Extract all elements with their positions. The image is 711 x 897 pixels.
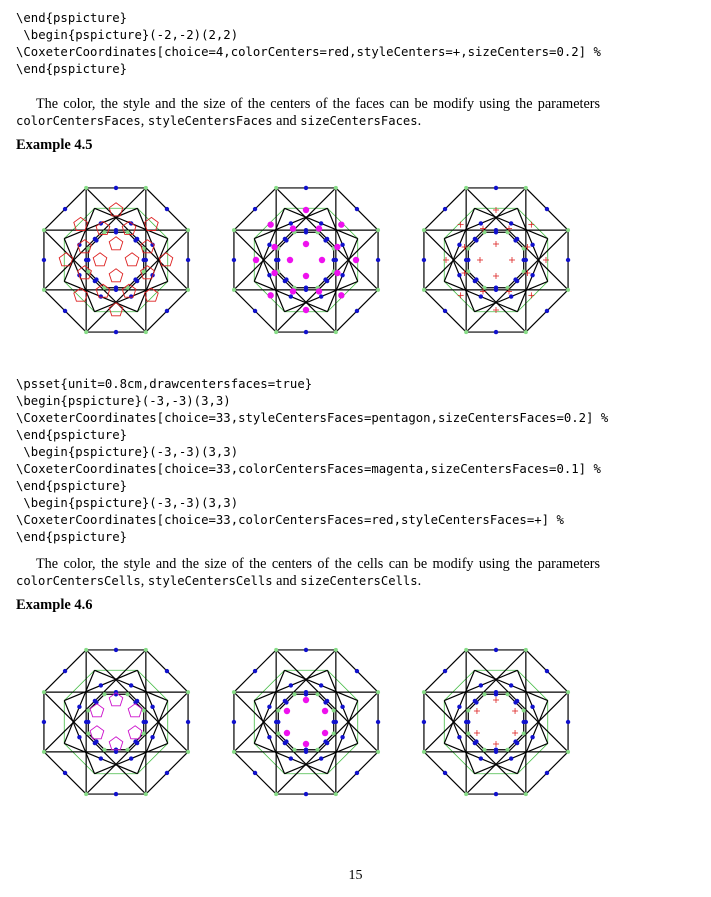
vertex <box>232 750 236 754</box>
edge-midpoint-dot <box>522 720 526 724</box>
edge-midpoint-dot <box>479 221 483 225</box>
code-block-middle: \psset{unit=0.8cm,drawcentersfaces=true} \begin{pspicture}(-3,-3)(3,3) \CoxeterCoordinates[choice=33,styleCentersFaces=pentagon,sizeCentersFaces=0.2] % \end{pspicture} \begin{pspicture}(-3,-3)(3,3) \CoxeterCoordinates[choice=33,colorCentersFaces=magenta,sizeCentersFaces=0.1] % \end{pspicture} \begin{pspicture}(-3,-3)(3,3) \CoxeterCoordinates[choice=33,colorCentersFaces=red,styleCentersFaces=+] % \end{pspicture} <box>16 377 609 544</box>
edge-midpoint-dot <box>114 648 118 652</box>
vertex <box>483 748 487 752</box>
edge-midpoint-dot <box>513 739 517 743</box>
edge-midpoint-dot <box>63 207 67 211</box>
edge-midpoint-dot <box>267 735 271 739</box>
edge-midpoint-dot <box>133 739 137 743</box>
face-center-plus <box>458 222 464 228</box>
face-center-plus <box>528 292 534 298</box>
face-center-dot <box>316 288 322 294</box>
edge-midpoint-dot <box>443 771 447 775</box>
figure-4-6-magenta-dots <box>226 642 386 802</box>
figure-4-6-pentagon <box>36 642 196 802</box>
edge-midpoint-dot <box>566 720 570 724</box>
edge-midpoint-dot <box>355 771 359 775</box>
edge-midpoint-dot <box>545 771 549 775</box>
face-center-dot <box>290 288 296 294</box>
face-center-dot <box>303 241 309 247</box>
face-center-plus <box>474 708 480 714</box>
face-center-plus <box>512 730 518 736</box>
edge-midpoint-dot <box>530 705 534 709</box>
param-color-centers-faces: colorCentersFaces <box>16 114 141 128</box>
edge-midpoint-dot <box>304 690 308 694</box>
vertex <box>466 731 470 735</box>
edge-midpoint-dot <box>114 330 118 334</box>
vertex <box>566 690 570 694</box>
vertex <box>464 186 468 190</box>
vertex <box>186 690 190 694</box>
inner-octagon <box>254 670 357 773</box>
face-center-pentagon <box>90 704 104 717</box>
edge-midpoint-dot <box>457 243 461 247</box>
edge-midpoint-dot <box>77 735 81 739</box>
edge-midpoint-dot <box>304 330 308 334</box>
vertex <box>274 648 278 652</box>
edge-midpoint-dot <box>443 309 447 313</box>
vertex <box>524 648 528 652</box>
edge-midpoint-dot <box>513 238 517 242</box>
vertex <box>276 731 280 735</box>
paragraph-faces: The color, the style and the size of the centers of the faces can be modify using the parameters colorCentersFaces, styleCentersFaces and sizeCentersFaces. <box>16 96 600 129</box>
edge-midpoint-dot <box>276 258 280 262</box>
edge-midpoint-dot <box>63 309 67 313</box>
face-center-dot <box>319 257 325 263</box>
edge-midpoint-dot <box>284 277 288 281</box>
edge-midpoint-dot <box>323 739 327 743</box>
face-center-pentagon <box>93 253 107 266</box>
face-center-dot <box>303 273 309 279</box>
edge-midpoint-dot <box>355 669 359 673</box>
edge-midpoint-dot <box>86 720 90 724</box>
face-center-pentagon <box>109 203 123 216</box>
edge-midpoint-dot <box>494 648 498 652</box>
vertex <box>86 709 90 713</box>
face-center-dot <box>338 221 344 227</box>
edge-midpoint-dot <box>94 739 98 743</box>
vertex <box>522 731 526 735</box>
edge-midpoint-dot <box>304 648 308 652</box>
face-center-pentagon <box>128 704 142 717</box>
vertex <box>376 288 380 292</box>
edge-midpoint-dot <box>114 792 118 796</box>
vertex <box>186 288 190 292</box>
edge-midpoint-dot <box>479 683 483 687</box>
vertex <box>186 750 190 754</box>
edge-midpoint-dot <box>63 669 67 673</box>
inner-octagon <box>444 208 547 311</box>
vertex <box>186 228 190 232</box>
vertex <box>142 709 146 713</box>
edge-midpoint-dot <box>129 294 133 298</box>
edge-midpoint-dot <box>443 669 447 673</box>
edge-midpoint-dot <box>99 683 103 687</box>
edge-midpoint-dot <box>545 669 549 673</box>
face-center-dot <box>353 257 359 263</box>
vertex <box>274 330 278 334</box>
edge-midpoint-dot <box>42 720 46 724</box>
edge-midpoint-dot <box>332 720 336 724</box>
edge-midpoint-dot <box>530 735 534 739</box>
edge-midpoint-dot <box>99 756 103 760</box>
vertex <box>522 709 526 713</box>
vertex <box>42 750 46 754</box>
vertex <box>566 750 570 754</box>
face-center-dot <box>284 708 290 714</box>
edge-midpoint-dot <box>289 756 293 760</box>
edge-midpoint-dot <box>494 792 498 796</box>
edge-midpoint-dot <box>284 238 288 242</box>
edge-midpoint-dot <box>466 720 470 724</box>
param-size-centers-cells: sizeCentersCells <box>300 574 418 588</box>
vertex <box>422 288 426 292</box>
edge-midpoint-dot <box>319 294 323 298</box>
vertex <box>84 330 88 334</box>
param-style-centers-faces: styleCentersFaces <box>147 114 273 128</box>
figure-4-5-magenta-dots <box>226 180 386 340</box>
edge-midpoint-dot <box>267 273 271 277</box>
edge-midpoint-dot <box>304 186 308 190</box>
face-center-plus <box>528 222 534 228</box>
vertex <box>274 186 278 190</box>
face-center-plus <box>474 730 480 736</box>
vertex <box>376 750 380 754</box>
edge-midpoint-dot <box>494 330 498 334</box>
vertex <box>332 709 336 713</box>
vertex <box>293 748 297 752</box>
edge-midpoint-dot <box>232 720 236 724</box>
edge-midpoint-dot <box>253 771 257 775</box>
vertex <box>466 709 470 713</box>
vertex <box>505 692 509 696</box>
edge-midpoint-dot <box>94 238 98 242</box>
edge-midpoint-dot <box>494 748 498 752</box>
edge-midpoint-dot <box>479 756 483 760</box>
edge-midpoint-dot <box>323 700 327 704</box>
edge-midpoint-dot <box>494 186 498 190</box>
edge-midpoint-dot <box>545 207 549 211</box>
edge-midpoint-dot <box>513 700 517 704</box>
vertex <box>103 692 107 696</box>
edge-midpoint-dot <box>276 720 280 724</box>
edge-midpoint-dot <box>142 258 146 262</box>
vertex <box>376 228 380 232</box>
face-center-dot <box>338 292 344 298</box>
face-center-dot <box>253 257 259 263</box>
edge-midpoint-dot <box>133 238 137 242</box>
face-center-pentagon <box>90 726 104 739</box>
edge-midpoint-dot <box>509 221 513 225</box>
vertex <box>464 330 468 334</box>
face-center-plus <box>458 292 464 298</box>
edge-midpoint-dot <box>509 294 513 298</box>
edge-midpoint-dot <box>355 207 359 211</box>
edge-midpoint-dot <box>129 683 133 687</box>
vertex <box>332 731 336 735</box>
vertex <box>42 288 46 292</box>
edge-midpoint-dot <box>509 756 513 760</box>
edge-midpoint-dot <box>142 720 146 724</box>
edge-midpoint-dot <box>319 221 323 225</box>
edge-midpoint-dot <box>114 186 118 190</box>
edge-midpoint-dot <box>289 683 293 687</box>
vertex <box>315 748 319 752</box>
face-center-dot <box>271 270 277 276</box>
edge-midpoint-dot <box>376 720 380 724</box>
edge-midpoint-dot <box>114 228 118 232</box>
vertex <box>334 648 338 652</box>
vertex <box>232 288 236 292</box>
face-center-plus <box>512 708 518 714</box>
edge-midpoint-dot <box>474 739 478 743</box>
edge-midpoint-dot <box>42 258 46 262</box>
edge-midpoint-dot <box>332 258 336 262</box>
edge-midpoint-dot <box>566 258 570 262</box>
edge-midpoint-dot <box>422 720 426 724</box>
edge-midpoint-dot <box>466 258 470 262</box>
vertex <box>144 648 148 652</box>
edge-midpoint-dot <box>133 277 137 281</box>
vertex <box>334 330 338 334</box>
vertex <box>276 709 280 713</box>
vertex <box>144 330 148 334</box>
vertex <box>42 690 46 694</box>
face-center-dot <box>267 292 273 298</box>
edge-midpoint-dot <box>114 286 118 290</box>
paragraph-faces-line1: The color, the style and the size of the centers of the faces can be modify using the parameters <box>36 96 600 112</box>
paragraph-cells: The color, the style and the size of the centers of the cells can be modify using the parameters colorCentersCells, styleCentersCells and sizeCentersCells. <box>16 556 600 589</box>
face-center-dot <box>303 207 309 213</box>
edge-midpoint-dot <box>186 720 190 724</box>
edge-midpoint-dot <box>530 243 534 247</box>
figure-4-6-red-plus <box>416 642 576 802</box>
vertex <box>144 186 148 190</box>
edge-midpoint-dot <box>284 739 288 743</box>
face-center-plus <box>493 273 499 279</box>
face-center-pentagon <box>109 237 123 250</box>
edge-midpoint-dot <box>165 309 169 313</box>
vertex <box>524 186 528 190</box>
face-center-pentagon <box>125 253 139 266</box>
edge-midpoint-dot <box>323 277 327 281</box>
edge-midpoint-dot <box>340 273 344 277</box>
edge-midpoint-dot <box>77 705 81 709</box>
face-center-dot <box>322 708 328 714</box>
edge-midpoint-dot <box>304 748 308 752</box>
face-center-dot <box>267 221 273 227</box>
param-size-centers-faces: sizeCentersFaces <box>300 114 418 128</box>
edge-midpoint-dot <box>94 277 98 281</box>
vertex <box>376 690 380 694</box>
edge-midpoint-dot <box>323 238 327 242</box>
param-style-centers-cells: styleCentersCells <box>147 574 273 588</box>
vertex <box>524 330 528 334</box>
face-center-plus <box>493 741 499 747</box>
edge-midpoint-dot <box>253 669 257 673</box>
inner-octagon <box>64 208 167 311</box>
edge-midpoint-dot <box>150 705 154 709</box>
edge-midpoint-dot <box>474 238 478 242</box>
vertex <box>125 748 129 752</box>
vertex <box>84 186 88 190</box>
edge-midpoint-dot <box>186 258 190 262</box>
edge-midpoint-dot <box>253 207 257 211</box>
edge-midpoint-dot <box>376 258 380 262</box>
edge-midpoint-dot <box>513 277 517 281</box>
edge-midpoint-dot <box>304 286 308 290</box>
edge-midpoint-dot <box>530 273 534 277</box>
edge-midpoint-dot <box>232 258 236 262</box>
vertex <box>84 648 88 652</box>
edge-midpoint-dot <box>494 286 498 290</box>
vertex <box>524 792 528 796</box>
face-center-plus <box>493 697 499 703</box>
vertex <box>125 230 129 234</box>
vertex <box>144 792 148 796</box>
face-center-dot <box>290 225 296 231</box>
edge-midpoint-dot <box>457 705 461 709</box>
vertex <box>232 690 236 694</box>
edge-midpoint-dot <box>267 243 271 247</box>
vertex <box>274 792 278 796</box>
vertex <box>315 692 319 696</box>
edge-midpoint-dot <box>474 700 478 704</box>
vertex <box>42 228 46 232</box>
vertex <box>84 792 88 796</box>
edge-midpoint-dot <box>355 309 359 313</box>
vertex <box>232 228 236 232</box>
page-number: 15 <box>348 868 363 883</box>
example-heading-4-5: Example 4.5 <box>16 137 93 153</box>
face-center-dot <box>287 257 293 263</box>
face-center-plus <box>477 257 483 263</box>
edge-midpoint-dot <box>304 792 308 796</box>
edge-midpoint-dot <box>494 228 498 232</box>
edge-midpoint-dot <box>457 735 461 739</box>
vertex <box>422 228 426 232</box>
edge-midpoint-dot <box>457 273 461 277</box>
edge-midpoint-dot <box>165 669 169 673</box>
vertex <box>422 690 426 694</box>
edge-midpoint-dot <box>304 228 308 232</box>
code-block-top: \end{pspicture} \begin{pspicture}(-2,-2)(2,2) \CoxeterCoordinates[choice=4,colorCenters=red,styleCenters=+,sizeCenters=0.2] % \end{pspicture} <box>16 11 601 76</box>
edge-midpoint-dot <box>340 243 344 247</box>
inner-octagon <box>444 670 547 773</box>
figure-4-5-red-plus <box>416 180 576 340</box>
face-center-dot <box>303 741 309 747</box>
edge-midpoint-dot <box>150 735 154 739</box>
face-center-dot <box>284 730 290 736</box>
edge-midpoint-dot <box>129 756 133 760</box>
face-center-dot <box>303 697 309 703</box>
figure-4-5-pentagon <box>36 180 196 340</box>
vertex <box>464 792 468 796</box>
vertex <box>103 230 107 234</box>
edge-midpoint-dot <box>289 221 293 225</box>
vertex <box>334 186 338 190</box>
face-center-dot <box>271 244 277 250</box>
edge-midpoint-dot <box>165 207 169 211</box>
face-center-pentagon <box>128 726 142 739</box>
edge-midpoint-dot <box>443 207 447 211</box>
vertex <box>505 748 509 752</box>
edge-midpoint-dot <box>253 309 257 313</box>
vertex <box>103 748 107 752</box>
param-color-centers-cells: colorCentersCells <box>16 574 141 588</box>
vertex <box>86 731 90 735</box>
vertex <box>422 750 426 754</box>
edge-midpoint-dot <box>422 258 426 262</box>
edge-midpoint-dot <box>284 700 288 704</box>
vertex <box>334 792 338 796</box>
face-center-dot <box>303 307 309 313</box>
face-center-pentagon <box>109 269 123 282</box>
face-center-dot <box>316 225 322 231</box>
edge-midpoint-dot <box>479 294 483 298</box>
paragraph-cells-line1: The color, the style and the size of the centers of the cells can be modify using the parameters <box>36 556 600 572</box>
vertex <box>483 692 487 696</box>
face-center-pentagon <box>74 217 88 230</box>
face-center-pentagon <box>145 217 159 230</box>
edge-midpoint-dot <box>340 705 344 709</box>
edge-midpoint-dot <box>99 294 103 298</box>
example-heading-4-6: Example 4.6 <box>16 597 93 613</box>
vertex <box>464 648 468 652</box>
face-center-plus <box>509 257 515 263</box>
edge-midpoint-dot <box>289 294 293 298</box>
edge-midpoint-dot <box>319 683 323 687</box>
vertex <box>566 288 570 292</box>
vertex <box>125 692 129 696</box>
edge-midpoint-dot <box>267 705 271 709</box>
edge-midpoint-dot <box>509 683 513 687</box>
edge-midpoint-dot <box>319 756 323 760</box>
inner-octagon <box>64 670 167 773</box>
face-center-dot <box>334 244 340 250</box>
edge-midpoint-dot <box>545 309 549 313</box>
vertex <box>293 692 297 696</box>
edge-midpoint-dot <box>63 771 67 775</box>
edge-midpoint-dot <box>86 258 90 262</box>
edge-midpoint-dot <box>340 735 344 739</box>
edge-midpoint-dot <box>474 277 478 281</box>
face-center-dot <box>334 270 340 276</box>
face-center-plus <box>493 241 499 247</box>
vertex <box>566 228 570 232</box>
edge-midpoint-dot <box>522 258 526 262</box>
face-center-dot <box>322 730 328 736</box>
edge-midpoint-dot <box>494 690 498 694</box>
vertex <box>142 731 146 735</box>
edge-midpoint-dot <box>165 771 169 775</box>
